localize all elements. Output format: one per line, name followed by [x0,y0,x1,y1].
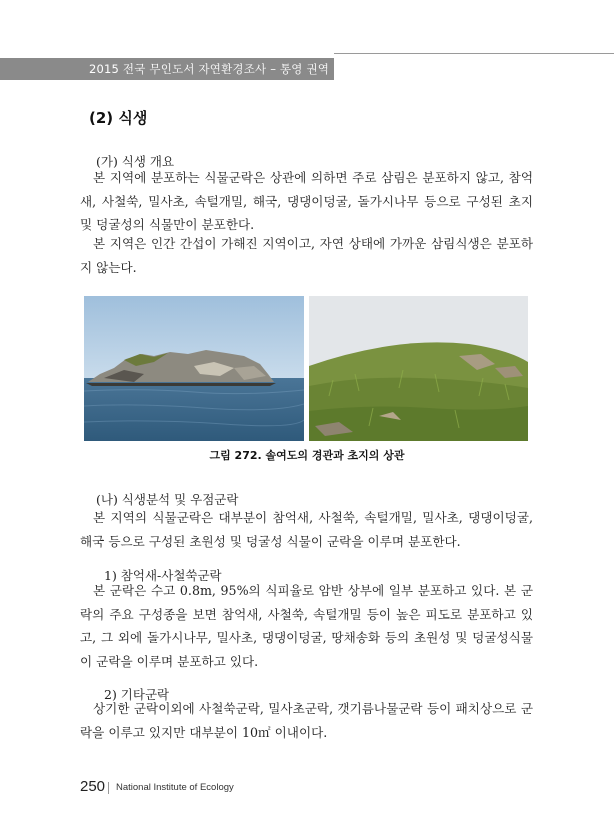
overview-paragraph-2 [80,232,533,279]
figure-caption: 그림 272. 솔여도의 경관과 초지의 상관 [209,449,405,462]
grassland-photo [309,296,528,441]
community-2-heading: 2) 기타군락 [104,687,170,702]
community-2-paragraph-text: 상기한 군락이외에 사철쑥군락, 밀사초군락, 갯기름나물군락 등이 패치상으로 군락을 이루고 있지만 대부분이 10㎡ 이내이다. [80,701,533,740]
section-title: (2) 식생 [89,109,148,127]
community-2-paragraph [80,697,533,744]
analysis-paragraph-text: 본 지역의 식물군락은 대부분이 참억새, 사철쑥, 속털개밀, 밀사초, 댕댕이덩굴, 해국 등으로 구성된 초원성 및 덩굴성 식물이 군락을 이루며 분포한다. [80,510,533,549]
publisher-name: National Institute of Ecology [116,782,234,793]
header-rule [334,53,614,54]
footer-separator [108,782,109,794]
island-landscape-photo [84,296,304,441]
page-number: 250 [80,778,106,795]
community-1-paragraph [80,579,533,673]
running-title: 2015 전국 무인도서 자연환경조사 – 통영 권역 [89,62,330,76]
overview-paragraph-2-text: 본 지역은 인간 간섭이 가해진 지역이고, 자연 상태에 가까운 삼림식생은 분포하지 않는다. [80,236,533,275]
subsection-heading-overview: (가) 식생 개요 [96,154,175,169]
analysis-paragraph [80,506,533,553]
subsection-heading-analysis: (나) 식생분석 및 우점군락 [96,492,239,507]
overview-paragraph-1 [80,166,533,237]
community-1-paragraph-text: 본 군락은 수고 0.8m, 95%의 식피율로 암반 상부에 일부 분포하고 있다. 본 군락의 주요 구성종을 보면 참억새, 사철쑥, 속털개밀 등이 높은 피도로 분포하고 있고, 그 외에 돌가시나무, 밀사초, 댕댕이덩굴, 땅채송화 등의 초원성 및 덩굴성식물이 군락을 이루며 분포하고 있다. [80,583,533,669]
community-1-heading: 1) 참억새-사철쑥군락 [104,568,222,583]
overview-paragraph-1-text: 본 지역에 분포하는 식물군락은 상관에 의하면 주로 삼림은 분포하지 않고, 참억새, 사철쑥, 밀사초, 속털개밀, 해국, 댕댕이덩굴, 돌가시나무 등으로 구성된 초지 및 덩굴성의 식물만이 분포한다. [80,170,533,232]
